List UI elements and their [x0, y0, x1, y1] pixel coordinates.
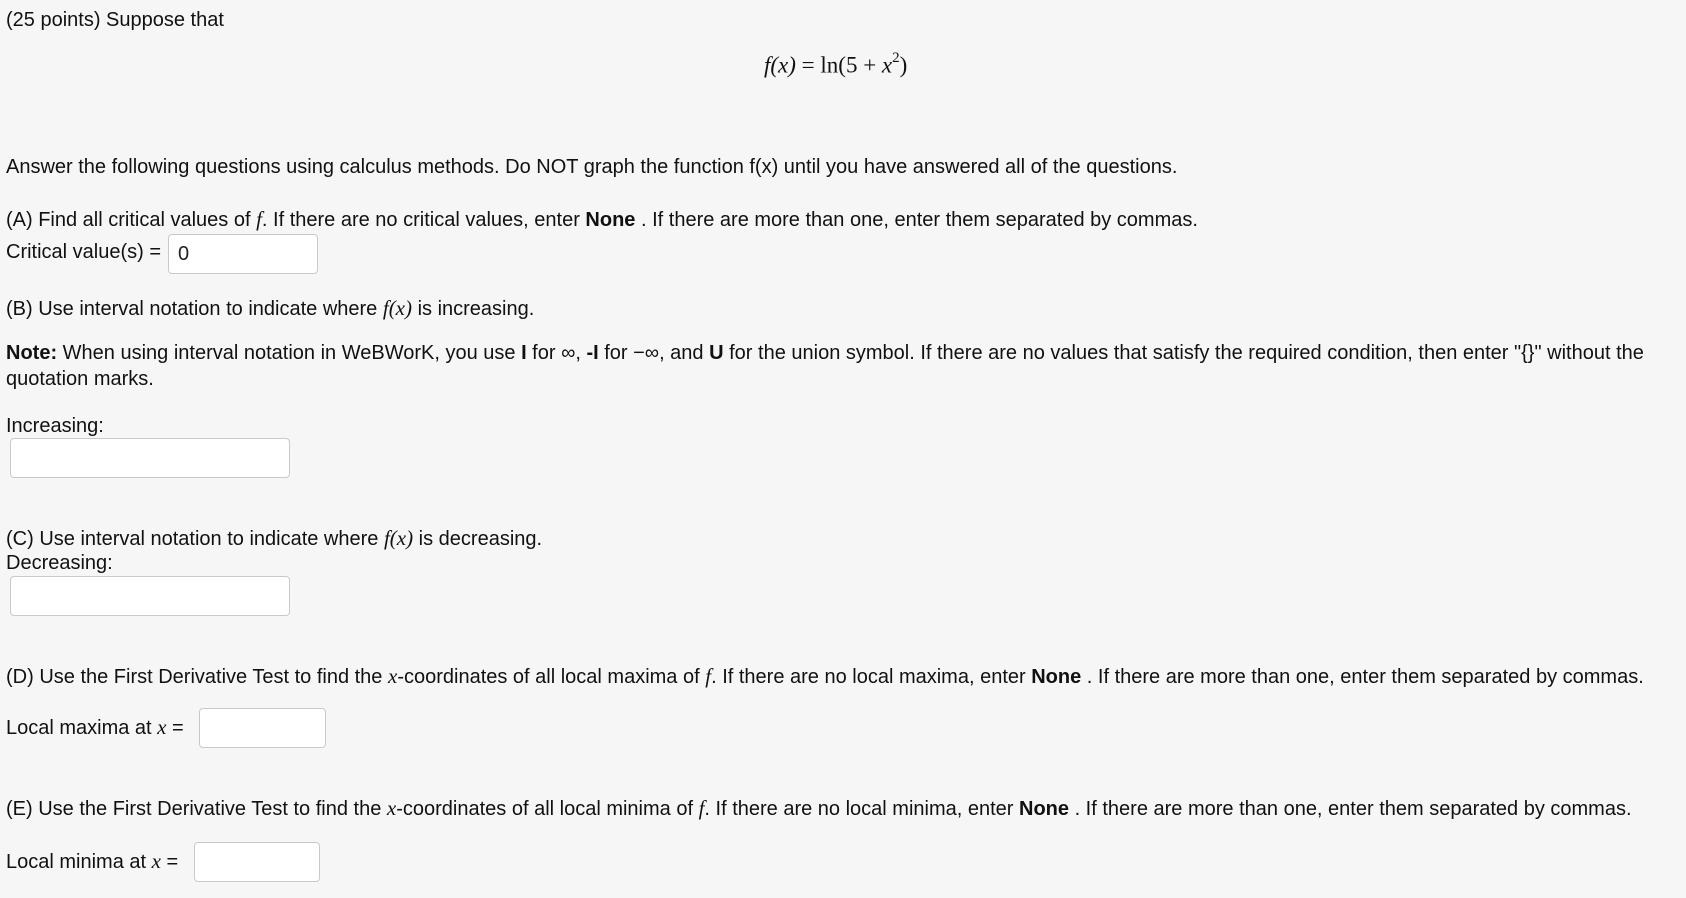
local-minima-eq: = — [160, 851, 179, 873]
formula-arg: (x) — [770, 52, 796, 78]
part-c-fx: f(x) — [383, 526, 414, 550]
part-d-text-mid1: -coordinates of all local maxima of — [397, 666, 706, 688]
part-a-f: f — [256, 207, 262, 231]
formula-f: f — [764, 52, 771, 78]
note-text-2: for ∞, — [526, 342, 587, 364]
part-c-text-post: is decreasing. — [413, 528, 543, 550]
note-text-3: for −∞, and — [598, 342, 710, 364]
part-a-question — [6, 207, 1198, 232]
local-minima-input[interactable] — [194, 842, 320, 882]
formula-var: x — [881, 52, 893, 78]
part-d-f: f — [705, 664, 712, 688]
note-neg-infinity-symbol: -I — [586, 342, 599, 364]
problem-header: (25 points) Suppose that — [6, 9, 224, 31]
note-union-symbol: U — [709, 342, 724, 364]
part-d-x: x — [387, 664, 398, 688]
part-e-text-post: . If there are more than one, enter them separated by commas. — [1069, 798, 1632, 820]
part-d-text-pre: (D) Use the First Derivative Test to find the — [6, 666, 388, 688]
part-d-question — [6, 664, 1644, 689]
part-d-none: None — [1031, 666, 1082, 688]
part-a-text-pre: (A) Find all critical values of — [6, 209, 257, 231]
note-infinity-symbol: I — [521, 342, 527, 364]
part-a-none: None — [585, 209, 636, 231]
critical-values-input[interactable] — [168, 234, 318, 274]
local-maxima-label — [6, 715, 184, 740]
part-b-text-pre: (B) Use interval notation to indicate where — [6, 298, 383, 320]
part-e-none: None — [1019, 798, 1070, 820]
decreasing-label: Decreasing: — [6, 552, 113, 574]
part-b-question — [6, 296, 534, 321]
note-text-1: When using interval notation in WeBWorK, you use — [57, 342, 522, 364]
note-text-4: for the union symbol. If there are no values that satisfy the required condition, then enter "{}" without the quotation marks. — [6, 342, 1644, 390]
interval-notation-note — [6, 340, 1682, 392]
part-a-text-post: . If there are more than one, enter them separated by commas. — [635, 209, 1198, 231]
part-c-text-pre: (C) Use interval notation to indicate where — [6, 528, 384, 550]
formula-exponent: 2 — [892, 50, 900, 66]
local-maxima-input[interactable] — [199, 708, 326, 748]
part-e-text-mid1: -coordinates of all local minima of — [396, 798, 699, 820]
decreasing-input[interactable] — [10, 576, 290, 616]
part-a-text-mid: . If there are no critical values, enter — [261, 209, 586, 231]
part-c-question — [6, 526, 542, 551]
part-e-text-pre: (E) Use the First Derivative Test to find the — [6, 798, 387, 820]
part-e-f: f — [698, 796, 705, 820]
part-b-text-post: is increasing. — [412, 298, 535, 320]
note-label: Note: — [6, 342, 58, 364]
local-maxima-label-text: Local maxima at — [6, 717, 158, 739]
local-maxima-x: x — [157, 715, 167, 739]
part-e-x: x — [386, 796, 397, 820]
local-minima-x: x — [151, 849, 161, 873]
part-e-question — [6, 796, 1632, 821]
instructions-text: Answer the following questions using calculus methods. Do NOT graph the function f(x) until you have answered all of the questions. — [6, 156, 1178, 178]
local-minima-label-text: Local minima at — [6, 851, 152, 873]
increasing-input[interactable] — [10, 438, 290, 478]
part-d-text-mid2: . If there are no local maxima, enter — [711, 666, 1032, 688]
formula-close: ) — [899, 52, 908, 78]
increasing-label: Increasing: — [6, 415, 104, 437]
local-minima-label — [6, 849, 178, 874]
part-b-fx: f(x) — [382, 296, 413, 320]
part-e-text-mid2: . If there are no local minima, enter — [704, 798, 1020, 820]
critical-values-label: Critical value(s) = — [6, 241, 162, 263]
function-formula — [764, 52, 907, 79]
part-d-text-post: . If there are more than one, enter them separated by commas. — [1081, 666, 1644, 688]
local-maxima-eq: = — [166, 717, 184, 739]
formula-body: = ln(5 + — [795, 52, 882, 78]
